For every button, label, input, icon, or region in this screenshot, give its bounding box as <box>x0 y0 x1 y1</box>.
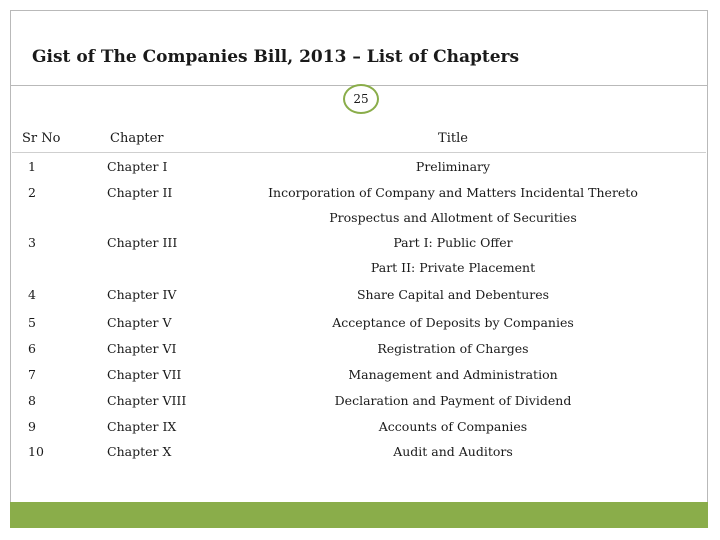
chapter-cell: Chapter V <box>107 314 172 330</box>
sr-no-cell: 6 <box>28 341 36 356</box>
table-row <box>12 439 706 464</box>
chapter-cell: Chapter VI <box>107 341 177 356</box>
table-row <box>12 387 706 413</box>
sr-no-cell: 3 <box>28 235 36 250</box>
title-cell: Incorporation of Company and Matters Incidental Thereto <box>268 184 638 200</box>
title-cell: Registration of Charges <box>377 341 529 356</box>
chapter-cell: Chapter II <box>107 184 173 200</box>
chapter-cell: Chapter X <box>107 444 172 459</box>
table-row <box>12 336 706 361</box>
slide-title: Gist of The Companies Bill, 2013 – List of Chapters <box>32 47 520 67</box>
title-cell: Declaration and Payment of Dividend <box>334 392 572 408</box>
chapter-cell: Chapter VIII <box>107 392 187 408</box>
title-cell <box>200 205 706 280</box>
title-line: Part II: Private Placement <box>370 260 536 275</box>
sr-no-cell: 5 <box>28 314 36 330</box>
table-row <box>12 280 706 308</box>
title-cell: Audit and Auditors <box>393 444 513 459</box>
table-row <box>12 308 706 336</box>
chapter-cell: Chapter IV <box>107 286 177 302</box>
header-sr-no: Sr No <box>12 124 95 153</box>
title-cell: Acceptance of Deposits by Companies <box>332 314 574 330</box>
table-row <box>12 179 706 205</box>
table-header-row <box>12 124 706 153</box>
sr-no-cell: 4 <box>28 286 36 302</box>
chapter-cell: Chapter I <box>107 158 168 174</box>
title-cell: Management and Administration <box>348 366 558 382</box>
chapter-cell: Chapter III <box>107 235 178 250</box>
header-title: Title <box>200 124 706 153</box>
header-chapter: Chapter <box>95 124 200 153</box>
table-row <box>12 153 706 180</box>
sr-no-cell: 8 <box>28 392 36 408</box>
sr-no-cell: 2 <box>28 184 36 200</box>
title-cell: Accounts of Companies <box>378 418 528 434</box>
chapter-cell: Chapter VII <box>107 366 182 382</box>
page-number-badge: 25 <box>343 84 379 114</box>
title-box <box>10 10 708 86</box>
sr-no-cell: 1 <box>28 158 36 174</box>
chapters-table <box>12 124 706 464</box>
sr-no-cell: 9 <box>28 418 36 434</box>
table-row <box>12 205 706 280</box>
sr-no-cell: 10 <box>28 444 44 459</box>
title-line: Prospectus and Allotment of Securities <box>329 210 577 225</box>
footer-accent-bar <box>10 502 708 528</box>
title-cell: Preliminary <box>415 158 491 174</box>
table-row <box>12 361 706 387</box>
chapter-cell: Chapter IX <box>107 418 177 434</box>
table-row <box>12 413 706 439</box>
title-line: Part I: Public Offer <box>393 235 513 250</box>
sr-no-cell: 7 <box>28 366 36 382</box>
title-cell: Share Capital and Debentures <box>356 286 550 302</box>
